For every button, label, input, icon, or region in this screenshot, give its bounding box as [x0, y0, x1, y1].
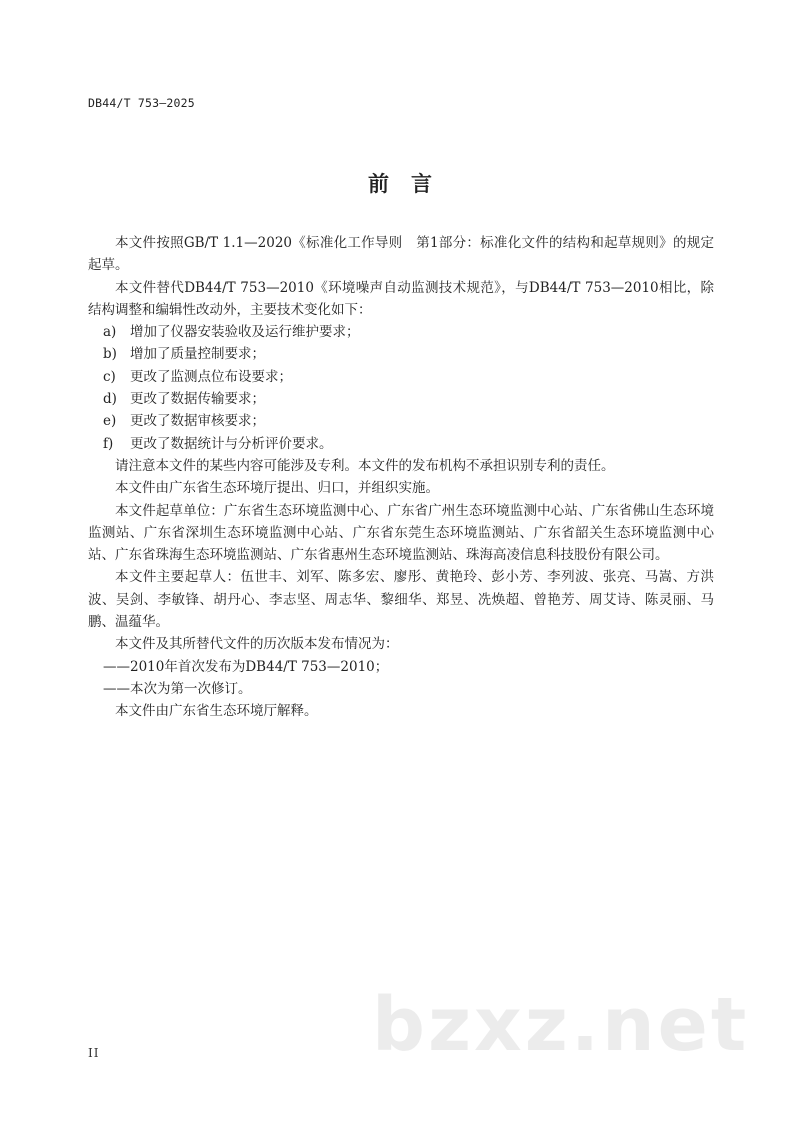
list-item [88, 388, 714, 410]
list-item-text: 更改了数据统计与分析评价要求。 [130, 435, 333, 452]
history-list [88, 656, 714, 701]
watermark-text: bzxz.net [372, 982, 750, 1068]
list-item [88, 343, 714, 365]
list-marker: c) [103, 368, 116, 385]
list-item [88, 321, 714, 343]
paragraph-replacement: 本文件替代DB44/T 753—2010《环境噪声自动监测技术规范》，与DB44/T 753—2010相比，除结构调整和编辑性改动外，主要技术变化如下： [88, 279, 714, 318]
paragraph-interpretation: 本文件由广东省生态环境厅解释。 [115, 703, 318, 720]
list-item [88, 410, 714, 432]
list-item-text: 更改了监测点位布设要求； [130, 368, 292, 385]
paragraph-proposer: 本文件由广东省生态环境厅提出、归口，并组织实施。 [115, 480, 439, 497]
document-code: DB44/T 753—2025 [88, 96, 195, 110]
history-item: ——本次为第一次修订。 [103, 680, 252, 697]
list-item [88, 433, 714, 455]
list-item-text: 更改了数据审核要求； [130, 413, 265, 430]
changes-list [88, 321, 714, 455]
history-item: ——2010年首次发布为DB44/T 753—2010； [103, 658, 389, 675]
foreword-body [88, 232, 714, 723]
page-number: II [88, 1046, 100, 1060]
paragraph-drafters: 本文件主要起草人：伍世丰、刘军、陈多宏、廖彤、黄艳玲、彭小芳、李列波、张亮、马嵩、方洪波、吴剑、李敏锋、胡丹心、李志坚、周志华、黎细华、郑昱、冼焕超、曾艳芳、周艾诗、陈灵丽、马鹏、温蕴华。 [88, 569, 714, 631]
paragraph-patent-notice: 请注意本文件的某些内容可能涉及专利。本文件的发布机构不承担识别专利的责任。 [115, 457, 615, 474]
paragraph-drafting-units: 本文件起草单位：广东省生态环境监测中心、广东省广州生态环境监测中心站、广东省佛山生态环境监测站、广东省深圳生态环境监测中心站、广东省东莞生态环境监测站、广东省韶关生态环境监测中心站、广东省珠海生态环境监测站、广东省惠州生态环境监测站、珠海高凌信息科技股份有限公司。 [88, 502, 714, 564]
list-item [88, 366, 714, 388]
list-marker: e) [103, 413, 117, 430]
list-marker: b) [103, 346, 117, 363]
list-item-text: 更改了数据传输要求； [130, 391, 265, 408]
page-title: 前言 [368, 172, 454, 196]
list-item-text: 增加了仪器安装验收及运行维护要求； [130, 324, 360, 341]
list-marker: d) [103, 391, 117, 408]
paragraph-history-intro: 本文件及其所替代文件的历次版本发布情况为： [115, 636, 399, 653]
list-item-text: 增加了质量控制要求； [130, 346, 265, 363]
list-marker: f) [103, 435, 114, 452]
paragraph-drafting-rules: 本文件按照GB/T 1.1—2020《标准化工作导则 第1部分：标准化文件的结构和起草规则》的规定起草。 [88, 235, 714, 274]
list-marker: a) [103, 324, 117, 341]
